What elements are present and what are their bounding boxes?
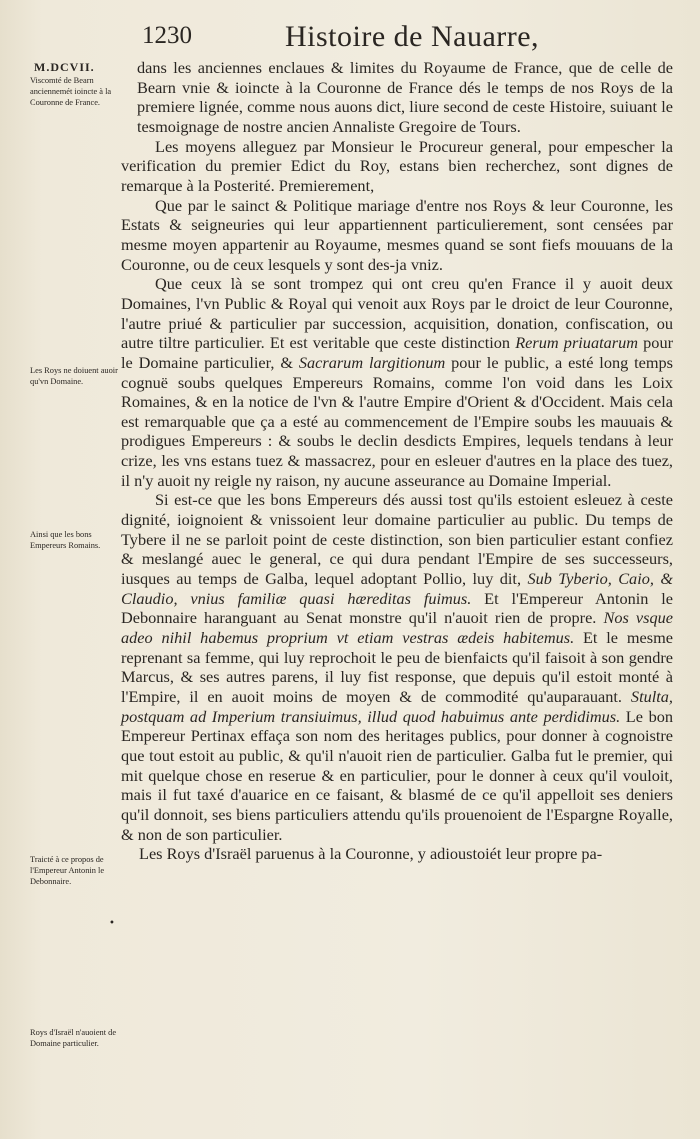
body-text [121,58,673,864]
text-run: Le bon Empereur Pertinax effaça son nom des heritages publics, pour donner à cognoistre que tout estoit au public, & qu'il n'auoit rien de particulier. Galba fut le premier, qui mit quelque chose en reserue & en particulier, pour le donner à ceux qu'il vouloit, mais il fut taxé d'auarice en ce faisant, & blasmé de ce qu'il appelloit ses deniers qu'il donnoit, ses biens particuliers attendu qu'ils prouenoient de l'Espargne Royalle, & non de son particulier. [121,706,674,844]
italic-run: Sub Tyberio, Caio, & Claudio, vnius familiæ quasi hæreditas fuimus. [121,569,674,608]
italic-run: Stulta, postquam ad Imperium transiuimus, illud quod habuimus ante perdidimus. [121,687,673,726]
italic-run: Rerum priuatarum [515,333,638,353]
margin-note: Roys d'Israël n'auoient de Domaine particulier. [30,1028,117,1048]
text-run: Si est-ce que les bons Empereurs dés aussi tost qu'ils estoient esleuez à ceste dignité, ioignoient & vnissoient leur domaine particulier au public. Du temps de Tybere il ne se parloit point de ceste distinction, son bien particulier estant confiez & meslangé auec le general, ce qui dura pendant l'Empire de ses successeurs, iusques au temps de Galba, lequel adoptant Pollio, luy dit, [121,490,673,589]
text-run: Les moyens alleguez par Monsieur le Procureur general, pour empescher la verification du premier Edict du Roy, estans bien recherchez, sont dignes de remarque à la Posterité. Premierement, [121,136,673,195]
text-run: pour le public, a esté long temps cognuë soubs quelques Empereurs Romains, comme l'on void dans les Loix Romaines, & en la notice de l'vn & l'autre Empire d'Orient & d'Occident. Mais cela est remarquable que ça a esté au commencement de l'Empire soubs les mauuais & prodigues Empereurs : & soubs le declin desdicts Empires, lequels tendans à leur crize, les vns estans tuez & massacrez, pour en esleuer d'autres en la place des tuez, il n'y auoit ny reigle ny raison, ny aucune asseurance au Domaine Imperial. [121,352,673,490]
running-title: Histoire de Nauarre, [285,20,540,53]
margin-note: Les Roys ne doiuent auoir qu'vn Domaine. [30,366,118,386]
text-run: pour le Domaine particulier, & [121,333,674,372]
margin-note: Ainsi que les bons Empereurs Romains. [30,530,101,550]
italic-run: Nos vsque adeo nihil habemus proprium vt etiam vestras ædeis habitemus. [121,608,673,648]
text-run: Et l'Empereur Antonin le Debonnaire haranguant au Senat monstre qu'il n'auoit rien de propre. [121,588,673,628]
paragraph [121,490,673,844]
page-number: 1230 [142,22,192,49]
text-run: Les Roys d'Israël paruenus à la Couronne, y adioustoiét leur propre pa- [139,844,603,864]
text-run: Que par le sainct & Politique mariage d'entre nos Roys & leur Couronne, les Estats & seigneuries qui leur appartiennent particulierement, sont censées par mesme moyen appartenir au Royaume, mesmes quand se sont fiefs mouuans de la Couronne, ou de ceux lesquels y sont des-ja vniz. [121,195,673,274]
text-run: Que ceux là se sont trompez qui ont creu qu'en France il y auoit deux Domaines, l'vn Public & Royal qui venoit aux Roys par le droict de leur Couronne, l'autre priué & particulier par succession, acquisition, donation, confiscation, ou autre tiltre particulier. Et est veritable que ceste distinction [121,274,673,353]
paragraph [121,137,673,196]
margin-note: Traicté à ce propos de l'Empereur Antonin le Debonnaire. [30,855,105,886]
paragraph [121,844,673,864]
paragraph [121,196,673,275]
paragraph [121,58,673,137]
italic-run: Sacrarum largitionum [298,352,446,372]
text-run: dans les anciennes enclaues & limites du Royaume de France, que de celle de Bearn vnie & ioincte à la Couronne de France dés le temps de nos Roys de la premiere lignée, comme nous auons dict, liure second de ceste Histoire, suiuant le tesmoignage de nostre ancien Annaliste Gregoire de Tours. [137,58,673,136]
text-run: Et le mesme reprenant sa femme, qui luy reprochoit le peu de bienfaicts qu'il faisoit à son gendre Marcus, & ses autres parens, il luy fist response, que depuis qu'il estoit monté à l'Empire, il en auoit moins de moyen & de commodité qu'auparauant. [121,628,673,706]
paragraph [121,274,673,490]
margin-note: Viscomté de Bearn anciennemét ioincte à la Couronne de France. [30,76,112,107]
bullet-mark: • [109,918,115,929]
margin-year: M.DCVII. [34,60,95,74]
